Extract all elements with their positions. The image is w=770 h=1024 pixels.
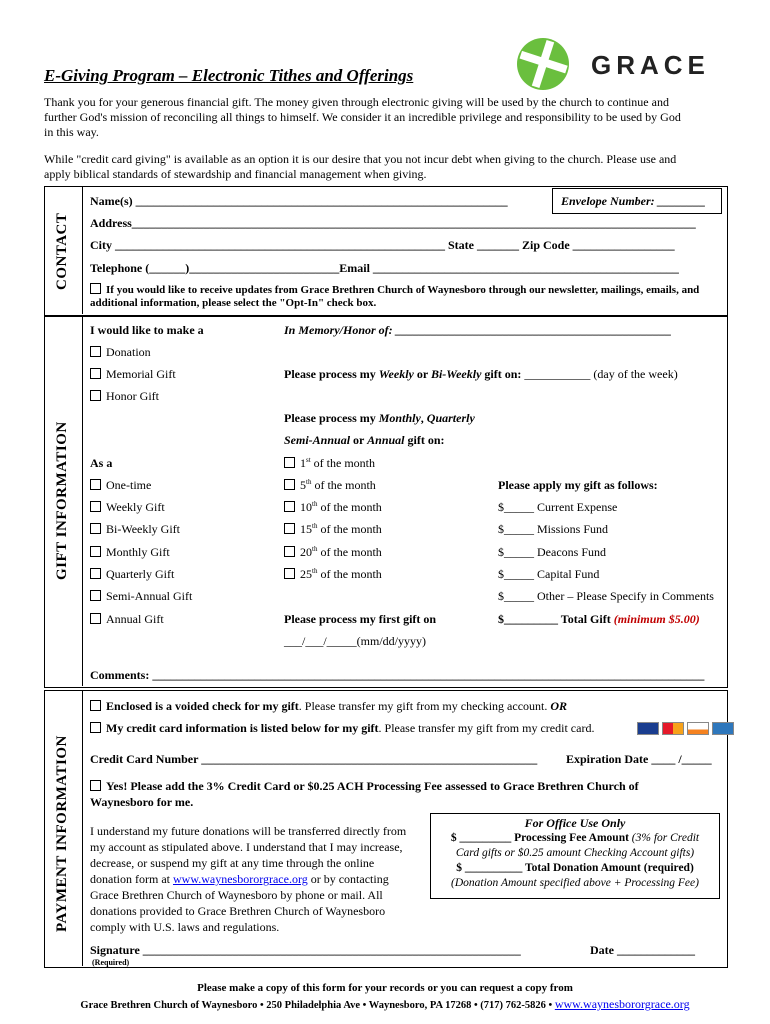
checkbox[interactable] bbox=[90, 613, 101, 624]
make-a-label: I would like to make a bbox=[90, 323, 204, 337]
gift-type-label: Memorial Gift bbox=[106, 367, 176, 381]
text: or by contacting bbox=[307, 872, 389, 886]
text: Please process my bbox=[284, 411, 379, 425]
frequency-semi-annual[interactable] bbox=[90, 589, 192, 604]
card-logos bbox=[634, 719, 734, 737]
checkbox[interactable] bbox=[284, 546, 295, 557]
expiration-field[interactable]: Expiration Date ____ /_____ bbox=[566, 752, 712, 766]
text: donation form at bbox=[90, 872, 173, 886]
checkbox[interactable] bbox=[90, 390, 101, 401]
day-label: of the month bbox=[317, 500, 382, 514]
day-1st[interactable] bbox=[284, 456, 375, 471]
gift-section-label: GIFT INFORMATION bbox=[54, 421, 70, 580]
text: $ __________ bbox=[456, 862, 525, 874]
payment-label-divider bbox=[82, 690, 83, 966]
day-label: of the month bbox=[317, 545, 382, 559]
first-gift-label: Please process my first gift on bbox=[284, 612, 437, 626]
office-total-line[interactable] bbox=[431, 861, 719, 876]
text: $ _________ bbox=[450, 832, 515, 844]
text: ___________ (day of the week) bbox=[524, 367, 678, 381]
address-field[interactable]: Address______________________________________________________________________________________________ bbox=[90, 216, 696, 230]
intro-line: in this way. bbox=[44, 125, 99, 139]
minimum-note: (minimum $5.00) bbox=[613, 612, 700, 626]
first-gift-date-field[interactable]: ___/___/_____(mm/dd/yyyy) bbox=[284, 634, 426, 648]
gift-label-divider bbox=[82, 316, 83, 686]
intro-line: further God's mission of reconciling all things to himself. We consider it an incredible privilege and responsibility to be used by God bbox=[44, 110, 681, 124]
intro-line: apply biblical standards of stewardship and financial management when giving. bbox=[44, 167, 427, 181]
checkbox[interactable] bbox=[284, 457, 295, 468]
checkbox[interactable] bbox=[90, 368, 101, 379]
text: Enclosed is a voided check for my gift bbox=[106, 699, 299, 713]
payment-section-label: PAYMENT INFORMATION bbox=[54, 735, 70, 932]
text: . Please transfer my gift from my checking account. bbox=[298, 699, 551, 713]
text: $_________ bbox=[498, 612, 561, 626]
apply-gift-heading: Please apply my gift as follows: bbox=[498, 478, 658, 492]
checkbox[interactable] bbox=[284, 479, 295, 490]
day-number: 10 bbox=[300, 500, 312, 514]
understand-line: donations provided to Grace Brethren Church of Waynesboro bbox=[90, 904, 386, 918]
understand-line-url bbox=[90, 872, 389, 887]
text: Quarterly bbox=[426, 411, 475, 425]
optin-text: If you would like to receive updates from Grace Brethren Church of Waynesboro through our newsletter, mailings, emails, and bbox=[106, 284, 700, 296]
checkbox[interactable] bbox=[90, 700, 101, 711]
text: or bbox=[350, 433, 368, 447]
day-suffix: th bbox=[312, 522, 318, 530]
day-label: of the month bbox=[317, 567, 382, 581]
office-title: For Office Use Only bbox=[524, 816, 626, 830]
frequency-label: Quarterly Gift bbox=[106, 567, 175, 581]
frequency-label: One-time bbox=[106, 478, 152, 492]
understand-line: comply with U.S. laws and regulations. bbox=[90, 920, 280, 934]
checkbox[interactable] bbox=[90, 346, 101, 357]
checkbox[interactable] bbox=[90, 780, 101, 791]
checkbox[interactable] bbox=[90, 501, 101, 512]
processing-fee-line2: Waynesboro for me. bbox=[90, 795, 194, 809]
day-5th[interactable] bbox=[284, 478, 376, 493]
optin-row bbox=[90, 283, 699, 296]
office-total-line2: (Donation Amount specified above + Processing Fee) bbox=[451, 877, 699, 889]
checkbox[interactable] bbox=[284, 568, 295, 579]
mastercard-icon bbox=[662, 722, 684, 735]
envelope-box[interactable] bbox=[552, 188, 722, 214]
gift-type-donation[interactable] bbox=[90, 345, 151, 360]
day-suffix: st bbox=[306, 456, 311, 464]
day-number: 1 bbox=[300, 456, 306, 470]
optin-checkbox[interactable] bbox=[90, 283, 101, 294]
checkbox[interactable] bbox=[284, 501, 295, 512]
card-option[interactable] bbox=[90, 721, 594, 736]
optin-text-line2: additional information, please select the "Opt-In" check box. bbox=[90, 297, 377, 309]
fund-capital[interactable]: $_____ Capital Fund bbox=[498, 567, 600, 581]
grace-logo bbox=[515, 36, 720, 96]
day-number: 5 bbox=[300, 478, 306, 492]
text: . Please transfer my gift from my credit card. bbox=[378, 721, 595, 735]
text: Bi-Weekly bbox=[430, 367, 482, 381]
day-number: 25 bbox=[300, 567, 312, 581]
comments-field[interactable]: Comments: ____________________________________________________________________________________________ bbox=[90, 668, 705, 682]
checkbox[interactable] bbox=[90, 590, 101, 601]
footer-line1: Please make a copy of this form for your records or you can request a copy from bbox=[197, 982, 573, 994]
footer-address: Grace Brethren Church of Waynesboro • 250 Philadelphia Ave • Waynesboro, PA 17268 • (717) 762-5826 • bbox=[80, 1000, 555, 1011]
memory-honor-field[interactable]: In Memory/Honor of: ______________________________________________ bbox=[284, 323, 672, 337]
checkbox[interactable] bbox=[90, 523, 101, 534]
names-field[interactable]: Name(s) ______________________________________________________________ bbox=[90, 194, 508, 208]
text: Total Donation Amount (required) bbox=[524, 862, 694, 874]
frequency-annual[interactable] bbox=[90, 612, 164, 627]
monthly-prompt bbox=[284, 411, 475, 426]
text: Semi-Annual bbox=[284, 433, 351, 447]
frequency-monthly[interactable] bbox=[90, 545, 170, 560]
checkbox[interactable] bbox=[90, 568, 101, 579]
signature-required-note: (Required) bbox=[92, 958, 130, 967]
day-10th[interactable] bbox=[284, 500, 382, 515]
discover-icon bbox=[687, 722, 709, 735]
frequency-label: Monthly Gift bbox=[106, 545, 170, 559]
text: Total Gift bbox=[560, 612, 614, 626]
day-20th[interactable] bbox=[284, 545, 382, 560]
frequency-one-time[interactable] bbox=[90, 478, 151, 493]
cross-logo-icon bbox=[515, 36, 571, 92]
text: Yes! Please add the 3% Credit Card or $0.25 ACH Processing Fee assessed to Grace Brethren Church of bbox=[106, 779, 639, 793]
frequency-label: Bi-Weekly Gift bbox=[106, 522, 181, 536]
intro-line: While "credit card giving" is available as an option it is our desire that you not incur debt when giving to the church. Please use and bbox=[44, 152, 677, 166]
gift-type-memorial[interactable] bbox=[90, 367, 176, 382]
day-label: of the month bbox=[310, 456, 375, 470]
text: Annual bbox=[367, 433, 405, 447]
frequency-weekly[interactable] bbox=[90, 500, 165, 515]
text: OR bbox=[550, 699, 568, 713]
day-suffix: th bbox=[306, 478, 312, 486]
understand-line: my account as stipulated above. I understand that I may increase, bbox=[90, 840, 403, 854]
office-fee-line[interactable] bbox=[431, 831, 719, 846]
footer-line2 bbox=[0, 997, 770, 1012]
gift-type-honor[interactable] bbox=[90, 389, 159, 404]
gift-type-label: Honor Gift bbox=[106, 389, 159, 403]
fund-current-expense[interactable]: $_____ Current Expense bbox=[498, 500, 618, 514]
fund-deacons[interactable]: $_____ Deacons Fund bbox=[498, 545, 606, 559]
text: or bbox=[413, 367, 431, 381]
telephone-email-field[interactable]: Telephone (______)_________________________Email ___________________________________________________ bbox=[90, 261, 679, 275]
day-label: of the month bbox=[311, 478, 376, 492]
frequency-label: Annual Gift bbox=[106, 612, 164, 626]
understand-line: I understand my future donations will be transferred directly from bbox=[90, 824, 407, 838]
day-25th[interactable] bbox=[284, 567, 382, 582]
checkbox[interactable] bbox=[90, 546, 101, 557]
checkbox[interactable] bbox=[90, 479, 101, 490]
text: Monthly bbox=[378, 411, 421, 425]
text: (3% for Credit bbox=[631, 832, 700, 844]
contact-label-divider bbox=[82, 186, 83, 314]
as-a-label: As a bbox=[90, 456, 113, 470]
intro-line: Thank you for your generous financial gift. The money given through electronic giving will be used by the church to continue and bbox=[44, 95, 669, 109]
date-field[interactable]: Date _____________ bbox=[590, 943, 695, 957]
day-suffix: th bbox=[312, 567, 318, 575]
fund-missions[interactable]: $_____ Missions Fund bbox=[498, 522, 609, 536]
day-label: of the month bbox=[317, 522, 382, 536]
signature-field[interactable]: Signature _______________________________________________________________ bbox=[90, 943, 521, 957]
day-number: 20 bbox=[300, 545, 312, 559]
text: , bbox=[420, 411, 427, 425]
office-use-box bbox=[430, 813, 720, 899]
understand-line: decrease, or suspend my gift at any time through the online bbox=[90, 856, 375, 870]
frequency-label: Weekly Gift bbox=[106, 500, 165, 514]
card-number-field[interactable]: Credit Card Number ________________________________________________________ bbox=[90, 752, 538, 766]
frequency-bi-weekly[interactable] bbox=[90, 522, 180, 537]
day-number: 15 bbox=[300, 522, 312, 536]
text: gift on: bbox=[404, 433, 445, 447]
total-gift-field[interactable] bbox=[498, 612, 700, 627]
gift-type-label: Donation bbox=[106, 345, 151, 359]
fund-other[interactable]: $_____ Other – Please Specify in Comments bbox=[498, 589, 714, 603]
checkbox[interactable] bbox=[284, 523, 295, 534]
envelope-number-field: Envelope Number: ________ bbox=[561, 194, 706, 208]
processing-fee-option[interactable] bbox=[90, 779, 639, 794]
frequency-quarterly[interactable] bbox=[90, 567, 174, 582]
day-suffix: th bbox=[312, 500, 318, 508]
city-state-zip-field[interactable]: City _______________________________________________________ State _______ Zip Code _________________ bbox=[90, 238, 675, 252]
frequency-label: Semi-Annual Gift bbox=[106, 589, 193, 603]
logo-text: GRACE bbox=[591, 50, 710, 80]
checkbox[interactable] bbox=[90, 722, 101, 733]
office-fee-line2: Card gifts or $0.25 amount Checking Account gifts) bbox=[455, 847, 695, 859]
day-15th[interactable] bbox=[284, 522, 382, 537]
amex-icon bbox=[712, 722, 734, 735]
weekly-day-prompt[interactable] bbox=[284, 367, 678, 382]
contact-section-label: CONTACT bbox=[54, 212, 70, 290]
monthly-prompt-line2 bbox=[284, 433, 445, 448]
day-suffix: th bbox=[312, 545, 318, 553]
text: My credit card information is listed below for my gift bbox=[106, 721, 379, 735]
check-option[interactable] bbox=[90, 699, 567, 714]
footer-website-link[interactable]: www.waynesbororgrace.org bbox=[554, 997, 690, 1011]
text: gift on: bbox=[481, 367, 525, 381]
website-link[interactable]: www.waynesbororgrace.org bbox=[172, 872, 308, 886]
visa-icon bbox=[637, 722, 659, 735]
page-title: E-Giving Program – Electronic Tithes and Offerings bbox=[44, 66, 414, 85]
text: Processing Fee Amount bbox=[514, 832, 632, 844]
text: Weekly bbox=[378, 367, 414, 381]
text: Please process my bbox=[284, 367, 379, 381]
understand-line: Grace Brethren Church of Waynesboro by phone or mail. All bbox=[90, 888, 383, 902]
